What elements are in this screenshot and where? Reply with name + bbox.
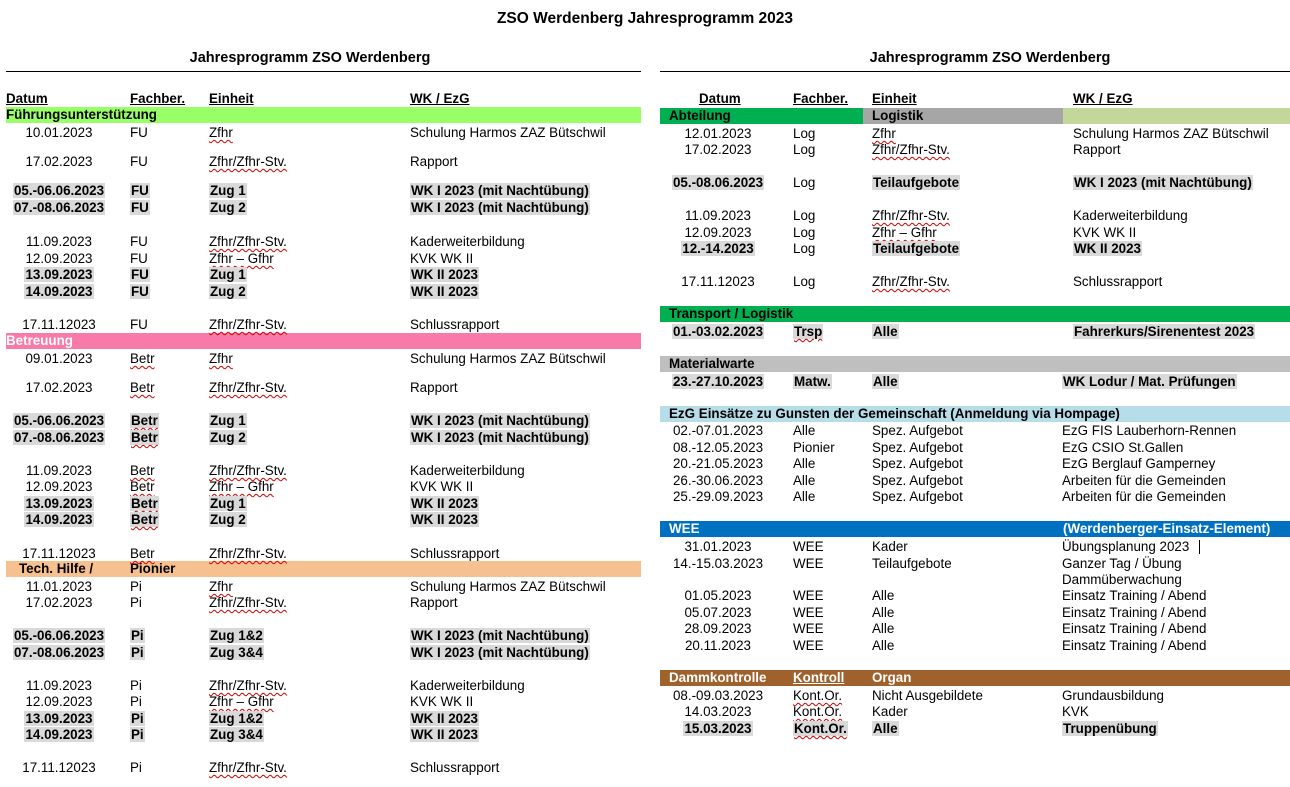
cell-wk: EzG CSIO St.Gallen — [1062, 440, 1184, 455]
cell-einheit: Kader — [872, 539, 908, 554]
cell-fachber: Pi — [131, 645, 144, 660]
table-row — [0, 323, 1290, 340]
table-row — [0, 350, 1290, 367]
cell-wk: Truppenübung — [1063, 721, 1157, 736]
cell-einheit: Alle — [872, 621, 895, 636]
cell-datum: 08.-09.03.2023 — [672, 688, 764, 703]
cell-einheit: Zfhr — [209, 579, 233, 594]
cell-datum: 11.09.2023 — [684, 208, 752, 223]
cell-einheit: Alle — [873, 721, 898, 736]
cell-wk: Einsatz Training / Abend — [1062, 605, 1207, 620]
cell-einheit: Zug 2 — [210, 430, 246, 445]
cell-datum: 05.-08.06.2023 — [672, 175, 764, 190]
cell-wk: Kaderweiterbildung — [1073, 208, 1188, 223]
col-header-datum: Datum — [6, 91, 48, 106]
cell-einheit: Zug 1&2 — [210, 628, 263, 643]
cell-datum: 12.09.2023 — [25, 479, 93, 494]
cell-datum: 17.11.12023 — [22, 317, 96, 332]
table-row — [0, 604, 1290, 621]
col-header-wk-right: WK / EzG — [1073, 91, 1133, 106]
cell-datum: 26.-30.06.2023 — [672, 473, 764, 488]
cell-fachber: Betr — [130, 463, 155, 478]
cell-wk: KVK WK II — [410, 694, 474, 709]
table-row — [0, 759, 1290, 776]
cell-einheit: Spez. Aufgebot — [872, 473, 963, 488]
cell-wk: Kaderweiterbildung — [410, 234, 525, 249]
cell-datum: 02.-07.01.2023 — [672, 423, 764, 438]
cell-datum: 17.11.12023 — [22, 760, 96, 775]
cell-fachber: WEE — [793, 621, 824, 636]
cell-datum: 12.09.2023 — [25, 251, 93, 266]
cell-fachber: Kont.Or. — [793, 704, 843, 719]
cell-einheit: Zfhr – Gfhr — [209, 251, 274, 266]
cell-wk: Ganzer Tag / Übung — [1062, 556, 1182, 571]
cell-fachber: Pi — [130, 694, 142, 709]
cell-wk: WK I 2023 (mit Nachtübung) — [411, 628, 589, 643]
cell-einheit: Spez. Aufgebot — [872, 489, 963, 504]
table-row — [0, 637, 1290, 654]
cell-fachber: Kont.Or. — [793, 688, 843, 703]
cell-fachber: Pi — [131, 628, 144, 643]
cell-wk: Einsatz Training / Abend — [1062, 621, 1207, 636]
table-row — [0, 373, 1290, 390]
cell-wk: Kaderweiterbildung — [410, 463, 525, 478]
cell-datum: 10.01.2023 — [25, 125, 93, 140]
cell-datum: 09.01.2023 — [25, 351, 93, 366]
cell-fachber: Alle — [793, 423, 816, 438]
cell-fachber: Pi — [131, 727, 144, 742]
cell-fachber: Alle — [793, 456, 816, 471]
cell-datum: 17.02.2023 — [25, 154, 93, 169]
cell-einheit: Zfhr/Zfhr-Stv. — [209, 463, 287, 478]
cell-datum: 14.09.2023 — [25, 284, 93, 299]
cell-datum: 13.09.2023 — [25, 267, 93, 282]
cell-fachber: Pi — [130, 760, 142, 775]
cell-fachber: Pi — [131, 711, 144, 726]
table-row — [0, 240, 1290, 257]
cell-fachber: Betr — [131, 430, 158, 445]
cell-fachber: Alle — [793, 489, 816, 504]
cell-wk: KVK — [1062, 704, 1089, 719]
table-row — [0, 455, 1290, 472]
cell-datum: 12.-14.2023 — [682, 241, 754, 256]
cell-wk: Schlussrapport — [410, 317, 500, 332]
cell-einheit: Zfhr — [209, 351, 233, 366]
cell-wk: KVK WK II — [410, 479, 474, 494]
cell-einheit: Zug 2 — [210, 284, 246, 299]
cell-wk: WK II 2023 — [411, 727, 478, 742]
col-header-einheit: Einheit — [209, 91, 254, 106]
cell-einheit: Zfhr/Zfhr-Stv. — [872, 274, 950, 289]
table-row — [0, 125, 1290, 142]
cell-wk: Einsatz Training / Abend — [1062, 588, 1207, 603]
cell-einheit: Zug 1 — [210, 267, 246, 282]
text-cursor — [1199, 540, 1200, 554]
cell-datum: 12.09.2023 — [684, 225, 752, 240]
cell-fachber: Betr — [130, 479, 155, 494]
cell-datum: 05.-06.06.2023 — [13, 183, 105, 198]
col-header-einheit-right: Einheit — [872, 91, 917, 106]
cell-wk: Rapport — [410, 380, 458, 395]
section-label-logistik: Logistik — [872, 108, 924, 123]
cell-wk: WK I 2023 (mit Nachtübung) — [411, 430, 589, 445]
cell-wk: KVK WK II — [410, 251, 474, 266]
cell-wk: EzG FIS Lauberhorn-Rennen — [1062, 423, 1237, 438]
cell-fachber: Pi — [130, 595, 142, 610]
cell-einheit: Zug 2 — [210, 200, 246, 215]
cell-einheit: Zug 3&4 — [210, 645, 263, 660]
cell-datum: 14.09.2023 — [25, 512, 93, 527]
cell-wk: WK I 2023 (mit Nachtübung) — [411, 183, 589, 198]
cell-einheit: Zfhr/Zfhr-Stv. — [209, 546, 287, 561]
cell-datum: 20.-21.05.2023 — [672, 456, 764, 471]
cell-wk: Schulung Harmos ZAZ Bütschwil — [410, 125, 606, 140]
cell-wk: Arbeiten für die Gemeinden — [1062, 473, 1226, 488]
table-row — [0, 224, 1290, 241]
cell-einheit: Zug 1 — [210, 183, 246, 198]
cell-fachber: WEE — [793, 588, 824, 603]
cell-wk: WK I 2023 (mit Nachtübung) — [1074, 175, 1252, 190]
cell-datum: 07.-08.06.2023 — [13, 645, 105, 660]
cell-einheit: Kader — [872, 704, 908, 719]
cell-fachber: Log — [793, 126, 816, 141]
table-row — [0, 472, 1290, 489]
cell-fachber: FU — [130, 317, 148, 332]
cell-einheit: Teilaufgebote — [872, 556, 952, 571]
table-row — [0, 511, 1290, 528]
cell-wk: WK II 2023 — [411, 512, 478, 527]
cell-fachber: FU — [130, 154, 148, 169]
cell-einheit: Teilaufgebote — [873, 175, 960, 190]
cell-wk: Schlussrapport — [1073, 274, 1163, 289]
cell-datum: 07.-08.06.2023 — [13, 200, 105, 215]
cell-einheit: Zug 3&4 — [210, 727, 263, 742]
cell-wk: WK II 2023 — [411, 496, 478, 511]
cell-fachber: WEE — [793, 556, 824, 571]
cell-einheit: Zfhr – Gfhr — [209, 479, 274, 494]
cell-datum: 17.11.12023 — [681, 274, 755, 289]
cell-einheit: Teilaufgebote — [873, 241, 960, 256]
table-row — [0, 620, 1290, 637]
cell-datum: 17.11.12023 — [22, 546, 96, 561]
col-header-fachber-right: Fachber. — [793, 91, 849, 106]
cell-datum: 11.09.2023 — [25, 678, 93, 693]
cell-wk: Schlussrapport — [410, 546, 500, 561]
subtitle-left: Jahresprogramm ZSO Werdenberg — [189, 50, 431, 66]
cell-einheit: Spez. Aufgebot — [872, 423, 963, 438]
section-label-damm: Dammkontrolle — [669, 670, 767, 685]
page-title: ZSO Werdenberg Jahresprogramm 2023 — [496, 10, 794, 27]
cell-wk: WK Lodur / Mat. Prüfungen — [1063, 374, 1236, 389]
cell-datum: 08.-12.05.2023 — [672, 440, 764, 455]
divider-right — [660, 71, 1290, 72]
cell-fachber: Betr — [130, 546, 155, 561]
cell-datum: 13.09.2023 — [25, 496, 93, 511]
table-row — [0, 174, 1290, 191]
col-header-fachber: Fachber. — [130, 91, 186, 106]
cell-wk: Fahrerkurs/Sirenentest 2023 — [1074, 324, 1255, 339]
cell-einheit: Zug 1 — [210, 496, 246, 511]
cell-fachber: Pionier — [793, 440, 835, 455]
table-row — [0, 141, 1290, 158]
section-label-pi-2: Pionier — [130, 561, 176, 576]
cell-wk: Schulung Harmos ZAZ Bütschwil — [410, 579, 606, 594]
cell-wk: EzG Berglauf Gamperney — [1062, 456, 1216, 471]
cell-wk: WK I 2023 (mit Nachtübung) — [411, 200, 589, 215]
cell-datum: 11.09.2023 — [25, 234, 93, 249]
cell-datum: 01.-03.02.2023 — [672, 324, 764, 339]
table-row — [0, 587, 1290, 604]
cell-datum: 05.-06.06.2023 — [13, 413, 105, 428]
cell-wk: Rapport — [1073, 142, 1121, 157]
cell-datum: 07.-08.06.2023 — [13, 430, 105, 445]
cell-datum: 15.03.2023 — [684, 721, 752, 736]
cell-datum: 31.01.2023 — [684, 539, 752, 554]
table-row — [0, 687, 1290, 704]
cell-einheit: Alle — [872, 588, 895, 603]
cell-fachber: FU — [131, 284, 149, 299]
table-row — [0, 571, 1290, 588]
cell-einheit: Zfhr/Zfhr-Stv. — [209, 678, 287, 693]
section-label-trsp: Transport / Logistik — [669, 306, 794, 321]
section-label-ezg: EzG Einsätze zu Gunsten der Gemeinschaft (Anmeldung via Hompage) — [669, 406, 1120, 421]
section-label-damm-2: Kontroll — [793, 670, 845, 685]
cell-wk: WK II 2023 — [411, 711, 478, 726]
cell-einheit: Zug 2 — [210, 512, 246, 527]
cell-fachber: Matw. — [794, 374, 831, 389]
cell-datum: 28.09.2023 — [684, 621, 752, 636]
cell-einheit: Zfhr/Zfhr-Stv. — [209, 234, 287, 249]
cell-fachber: Alle — [793, 473, 816, 488]
cell-fachber: Pi — [130, 579, 142, 594]
cell-einheit: Zfhr – Gfhr — [872, 225, 937, 240]
col-header-wk: WK / EzG — [410, 91, 470, 106]
cell-fachber: FU — [131, 183, 149, 198]
cell-wk: WK I 2023 (mit Nachtübung) — [411, 645, 589, 660]
table-row — [0, 720, 1290, 737]
cell-wk: Übungsplanung 2023 — [1062, 539, 1190, 554]
cell-wk: Dammüberwachung — [1062, 572, 1182, 587]
cell-datum: 12.01.2023 — [684, 126, 752, 141]
cell-einheit: Zug 1&2 — [210, 711, 263, 726]
divider-left — [6, 71, 641, 72]
cell-datum: 01.05.2023 — [684, 588, 752, 603]
cell-wk: Schulung Harmos ZAZ Bütschwil — [410, 351, 606, 366]
cell-fachber: Betr — [130, 351, 155, 366]
cell-einheit: Alle — [873, 374, 898, 389]
cell-datum: 14.03.2023 — [684, 704, 752, 719]
cell-fachber: FU — [131, 200, 149, 215]
cell-wk: WK II 2023 — [411, 284, 478, 299]
section-label-betr: Betreuung — [6, 333, 73, 348]
cell-datum: 17.02.2023 — [684, 142, 752, 157]
cell-fachber: Pi — [130, 678, 142, 693]
cell-fachber: Log — [793, 175, 816, 190]
section-label-wee-2: (Werdenberger-Einsatz-Element) — [1063, 521, 1271, 536]
cell-einheit: Zfhr/Zfhr-Stv. — [209, 317, 287, 332]
cell-datum: 13.09.2023 — [25, 711, 93, 726]
cell-einheit: Alle — [872, 605, 895, 620]
cell-einheit: Zug 1 — [210, 413, 246, 428]
cell-einheit: Zfhr/Zfhr-Stv. — [209, 595, 287, 610]
section-label-damm-3: Organ — [872, 670, 912, 685]
cell-fachber: FU — [130, 251, 148, 266]
cell-fachber: Betr — [131, 413, 158, 428]
cell-datum: 14.09.2023 — [25, 727, 93, 742]
cell-wk: Schulung Harmos ZAZ Bütschwil — [1073, 126, 1269, 141]
cell-wk: Schlussrapport — [410, 760, 500, 775]
cell-wk: Grundausbildung — [1062, 688, 1164, 703]
cell-fachber: WEE — [793, 638, 824, 653]
section-label-pi: Tech. Hilfe / — [19, 561, 94, 576]
cell-datum: 23.-27.10.2023 — [672, 374, 764, 389]
section-label-fu: Führungsunterstützung — [6, 107, 157, 122]
section-label-abteilung: Abteilung — [669, 108, 731, 123]
cell-fachber: Log — [793, 241, 816, 256]
cell-einheit: Alle — [873, 324, 898, 339]
cell-einheit: Nicht Ausgebildete — [872, 688, 983, 703]
cell-einheit: Zfhr/Zfhr-Stv. — [209, 154, 287, 169]
cell-fachber: Log — [793, 208, 816, 223]
cell-fachber: Kont.Or. — [794, 721, 847, 736]
cell-fachber: FU — [130, 125, 148, 140]
cell-einheit: Zfhr — [209, 125, 233, 140]
col-header-datum-right: Datum — [699, 91, 741, 106]
table-row — [0, 488, 1290, 505]
cell-datum: 17.02.2023 — [25, 595, 93, 610]
cell-einheit: Zfhr/Zfhr-Stv. — [209, 760, 287, 775]
section-band-log-end — [1063, 108, 1290, 124]
table-row — [0, 207, 1290, 224]
cell-datum: 20.11.2023 — [684, 638, 752, 653]
cell-fachber: Betr — [130, 380, 155, 395]
cell-datum: 11.09.2023 — [25, 463, 93, 478]
cell-einheit: Spez. Aufgebot — [872, 456, 963, 471]
cell-fachber: Log — [793, 225, 816, 240]
table-row — [0, 422, 1290, 439]
cell-datum: 17.02.2023 — [25, 380, 93, 395]
cell-wk: KVK WK II — [1073, 225, 1137, 240]
cell-wk: WK II 2023 — [1074, 241, 1141, 256]
table-row — [0, 555, 1290, 572]
cell-einheit: Spez. Aufgebot — [872, 440, 963, 455]
cell-fachber: Log — [793, 142, 816, 157]
table-row — [0, 703, 1290, 720]
cell-fachber: FU — [131, 267, 149, 282]
cell-wk: Rapport — [410, 154, 458, 169]
table-row — [0, 439, 1290, 456]
cell-fachber: WEE — [793, 605, 824, 620]
cell-wk: Rapport — [410, 595, 458, 610]
cell-wk: WK II 2023 — [411, 267, 478, 282]
table-row — [0, 273, 1290, 290]
cell-fachber: Betr — [131, 512, 158, 527]
cell-fachber: FU — [130, 234, 148, 249]
cell-datum: 05.07.2023 — [684, 605, 752, 620]
cell-einheit: Zfhr/Zfhr-Stv. — [209, 380, 287, 395]
cell-wk: Einsatz Training / Abend — [1062, 638, 1207, 653]
cell-wk: WK I 2023 (mit Nachtübung) — [411, 413, 589, 428]
cell-wk: Arbeiten für die Gemeinden — [1062, 489, 1226, 504]
subtitle-right: Jahresprogramm ZSO Werdenberg — [869, 50, 1111, 66]
cell-einheit: Zfhr — [872, 126, 896, 141]
cell-fachber: WEE — [793, 539, 824, 554]
cell-fachber: Betr — [131, 496, 158, 511]
cell-wk: Kaderweiterbildung — [410, 678, 525, 693]
section-label-wee: WEE — [669, 521, 700, 536]
table-row — [0, 538, 1290, 555]
cell-fachber: Trsp — [794, 324, 823, 339]
cell-einheit: Zfhr/Zfhr-Stv. — [872, 208, 950, 223]
cell-datum: 12.09.2023 — [25, 694, 93, 709]
cell-datum: 25.-29.09.2023 — [672, 489, 764, 504]
cell-einheit: Alle — [872, 638, 895, 653]
cell-einheit: Zfhr/Zfhr-Stv. — [872, 142, 950, 157]
section-label-matw: Materialwarte — [669, 356, 755, 371]
cell-datum: 05.-06.06.2023 — [13, 628, 105, 643]
cell-fachber: Log — [793, 274, 816, 289]
cell-einheit: Zfhr – Gfhr — [209, 694, 274, 709]
cell-datum: 11.01.2023 — [25, 579, 93, 594]
cell-datum: 14.-15.03.2023 — [672, 556, 764, 571]
